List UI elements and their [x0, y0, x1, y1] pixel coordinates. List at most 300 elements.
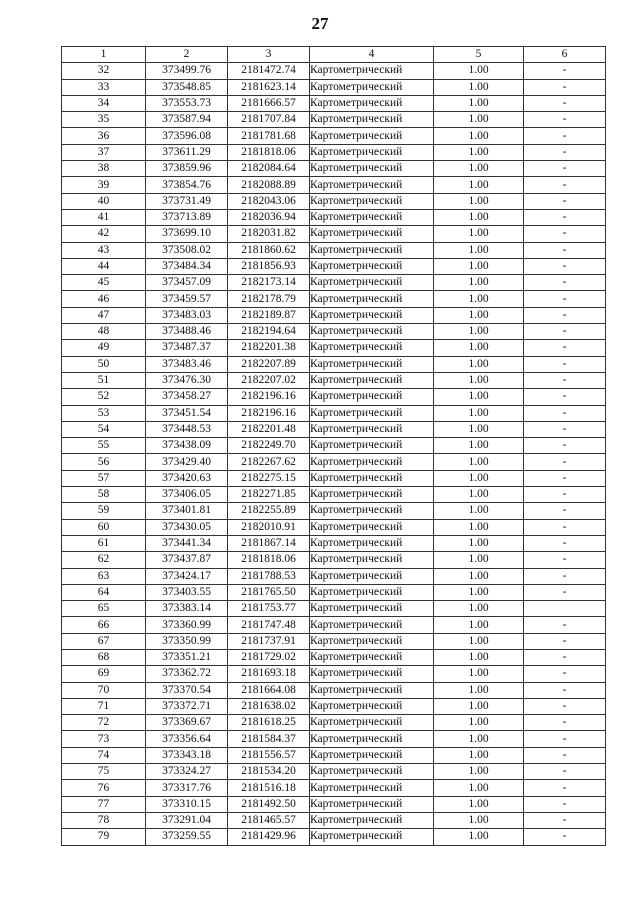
accuracy-cell: 1.00 [434, 535, 524, 551]
point-number-cell: 45 [62, 275, 146, 291]
x-coordinate-cell: 373508.02 [146, 242, 228, 258]
method-cell: Картометрический [310, 128, 434, 144]
table-row [62, 421, 606, 437]
x-coordinate-cell: 373401.81 [146, 503, 228, 519]
point-number-cell: 76 [62, 780, 146, 796]
table-row [62, 291, 606, 307]
table-row [62, 747, 606, 763]
page-number: 27 [311, 14, 329, 33]
table-row [62, 666, 606, 682]
accuracy-cell: 1.00 [434, 356, 524, 372]
point-number-cell: 77 [62, 796, 146, 812]
method-cell: Картометрический [310, 568, 434, 584]
note-cell: - [524, 356, 606, 372]
table-row [62, 829, 606, 845]
point-number-cell: 79 [62, 829, 146, 845]
x-coordinate-cell: 373291.04 [146, 812, 228, 828]
x-coordinate-cell: 373441.34 [146, 535, 228, 551]
note-cell: - [524, 812, 606, 828]
method-cell: Картометрический [310, 112, 434, 128]
point-number-cell: 57 [62, 470, 146, 486]
method-cell: Картометрический [310, 307, 434, 323]
x-coordinate-cell: 373356.64 [146, 731, 228, 747]
point-number-cell: 48 [62, 324, 146, 340]
note-cell: - [524, 63, 606, 79]
point-number-cell: 38 [62, 161, 146, 177]
accuracy-cell: 1.00 [434, 177, 524, 193]
y-coordinate-cell: 2181516.18 [228, 780, 310, 796]
method-cell: Картометрический [310, 242, 434, 258]
method-cell: Картометрический [310, 258, 434, 274]
x-coordinate-cell: 373383.14 [146, 601, 228, 617]
y-coordinate-cell: 2182255.89 [228, 503, 310, 519]
x-coordinate-cell: 373859.96 [146, 161, 228, 177]
note-cell: - [524, 112, 606, 128]
note-cell: - [524, 226, 606, 242]
table-row [62, 95, 606, 111]
point-number-cell: 58 [62, 487, 146, 503]
method-cell: Картометрический [310, 144, 434, 160]
point-number-cell: 78 [62, 812, 146, 828]
note-cell: - [524, 275, 606, 291]
y-coordinate-cell: 2181781.68 [228, 128, 310, 144]
method-cell: Картометрический [310, 715, 434, 731]
point-number-cell: 33 [62, 79, 146, 95]
method-cell: Картометрический [310, 372, 434, 388]
accuracy-cell: 1.00 [434, 454, 524, 470]
accuracy-cell: 1.00 [434, 112, 524, 128]
point-number-cell: 47 [62, 307, 146, 323]
note-cell: - [524, 649, 606, 665]
point-number-cell: 35 [62, 112, 146, 128]
y-coordinate-cell: 2181856.93 [228, 258, 310, 274]
accuracy-cell: 1.00 [434, 698, 524, 714]
accuracy-cell: 1.00 [434, 63, 524, 79]
point-number-cell: 37 [62, 144, 146, 160]
table-row [62, 731, 606, 747]
accuracy-cell: 1.00 [434, 715, 524, 731]
table-row [62, 682, 606, 698]
point-number-cell: 70 [62, 682, 146, 698]
table-row [62, 552, 606, 568]
note-cell: - [524, 829, 606, 845]
method-cell: Картометрический [310, 161, 434, 177]
method-cell: Картометрический [310, 79, 434, 95]
y-coordinate-cell: 2181707.84 [228, 112, 310, 128]
point-number-cell: 34 [62, 95, 146, 111]
y-coordinate-cell: 2182201.38 [228, 340, 310, 356]
accuracy-cell: 1.00 [434, 796, 524, 812]
table-row [62, 617, 606, 633]
y-coordinate-cell: 2181534.20 [228, 764, 310, 780]
y-coordinate-cell: 2181860.62 [228, 242, 310, 258]
x-coordinate-cell: 373370.54 [146, 682, 228, 698]
accuracy-cell: 1.00 [434, 731, 524, 747]
accuracy-cell: 1.00 [434, 584, 524, 600]
table-row [62, 715, 606, 731]
table-row [62, 405, 606, 421]
table-row [62, 812, 606, 828]
note-cell: - [524, 470, 606, 486]
accuracy-cell: 1.00 [434, 372, 524, 388]
y-coordinate-cell: 2182043.06 [228, 193, 310, 209]
accuracy-cell: 1.00 [434, 682, 524, 698]
method-cell: Картометрический [310, 209, 434, 225]
column-header-3: 3 [228, 47, 310, 63]
accuracy-cell: 1.00 [434, 438, 524, 454]
table-row [62, 487, 606, 503]
table-row [62, 242, 606, 258]
y-coordinate-cell: 2181737.91 [228, 633, 310, 649]
accuracy-cell: 1.00 [434, 389, 524, 405]
point-number-cell: 61 [62, 535, 146, 551]
table-row [62, 389, 606, 405]
method-cell: Картометрический [310, 454, 434, 470]
y-coordinate-cell: 2182207.02 [228, 372, 310, 388]
accuracy-cell: 1.00 [434, 487, 524, 503]
method-cell: Картометрический [310, 649, 434, 665]
point-number-cell: 32 [62, 63, 146, 79]
x-coordinate-cell: 373476.30 [146, 372, 228, 388]
x-coordinate-cell: 373458.27 [146, 389, 228, 405]
y-coordinate-cell: 2181753.77 [228, 601, 310, 617]
note-cell: - [524, 209, 606, 225]
x-coordinate-cell: 373553.73 [146, 95, 228, 111]
table-row [62, 63, 606, 79]
table-row [62, 438, 606, 454]
point-number-cell: 66 [62, 617, 146, 633]
accuracy-cell: 1.00 [434, 95, 524, 111]
note-cell: - [524, 438, 606, 454]
note-cell: - [524, 405, 606, 421]
note-cell: - [524, 95, 606, 111]
accuracy-cell: 1.00 [434, 242, 524, 258]
accuracy-cell: 1.00 [434, 209, 524, 225]
y-coordinate-cell: 2182249.70 [228, 438, 310, 454]
table-row [62, 177, 606, 193]
x-coordinate-cell: 373548.85 [146, 79, 228, 95]
method-cell: Картометрический [310, 796, 434, 812]
method-cell: Картометрический [310, 633, 434, 649]
point-number-cell: 75 [62, 764, 146, 780]
point-number-cell: 50 [62, 356, 146, 372]
y-coordinate-cell: 2181765.50 [228, 584, 310, 600]
y-coordinate-cell: 2182275.15 [228, 470, 310, 486]
y-coordinate-cell: 2182084.64 [228, 161, 310, 177]
table-row [62, 454, 606, 470]
table-row [62, 584, 606, 600]
method-cell: Картометрический [310, 764, 434, 780]
note-cell: - [524, 291, 606, 307]
table-row [62, 209, 606, 225]
point-number-cell: 40 [62, 193, 146, 209]
point-number-cell: 64 [62, 584, 146, 600]
method-cell: Картометрический [310, 340, 434, 356]
y-coordinate-cell: 2182194.64 [228, 324, 310, 340]
x-coordinate-cell: 373499.76 [146, 63, 228, 79]
method-cell: Картометрический [310, 731, 434, 747]
note-cell: - [524, 161, 606, 177]
x-coordinate-cell: 373317.76 [146, 780, 228, 796]
y-coordinate-cell: 2182178.79 [228, 291, 310, 307]
point-number-cell: 74 [62, 747, 146, 763]
accuracy-cell: 1.00 [434, 552, 524, 568]
x-coordinate-cell: 373362.72 [146, 666, 228, 682]
note-cell: - [524, 487, 606, 503]
note-cell: - [524, 780, 606, 796]
x-coordinate-cell: 373259.55 [146, 829, 228, 845]
note-cell: - [524, 617, 606, 633]
x-coordinate-cell: 373430.05 [146, 519, 228, 535]
method-cell: Картометрический [310, 405, 434, 421]
note-cell: - [524, 747, 606, 763]
method-cell: Картометрический [310, 666, 434, 682]
x-coordinate-cell: 373483.03 [146, 307, 228, 323]
table-row [62, 324, 606, 340]
point-number-cell: 63 [62, 568, 146, 584]
header-row [62, 47, 606, 63]
accuracy-cell: 1.00 [434, 829, 524, 845]
accuracy-cell: 1.00 [434, 747, 524, 763]
x-coordinate-cell: 373372.71 [146, 698, 228, 714]
accuracy-cell: 1.00 [434, 258, 524, 274]
note-cell: - [524, 79, 606, 95]
y-coordinate-cell: 2182267.62 [228, 454, 310, 470]
x-coordinate-cell: 373448.53 [146, 421, 228, 437]
y-coordinate-cell: 2182189.87 [228, 307, 310, 323]
table-row [62, 601, 606, 617]
table-row [62, 128, 606, 144]
table-row [62, 275, 606, 291]
column-header-1: 1 [62, 47, 146, 63]
column-header-5: 5 [434, 47, 524, 63]
accuracy-cell: 1.00 [434, 812, 524, 828]
method-cell: Картометрический [310, 812, 434, 828]
table-row [62, 698, 606, 714]
accuracy-cell: 1.00 [434, 519, 524, 535]
x-coordinate-cell: 373488.46 [146, 324, 228, 340]
y-coordinate-cell: 2181556.57 [228, 747, 310, 763]
method-cell: Картометрический [310, 389, 434, 405]
table-row [62, 764, 606, 780]
x-coordinate-cell: 373310.15 [146, 796, 228, 812]
table-row [62, 568, 606, 584]
table-row [62, 340, 606, 356]
y-coordinate-cell: 2181472.74 [228, 63, 310, 79]
column-header-6: 6 [524, 47, 606, 63]
method-cell: Картометрический [310, 535, 434, 551]
note-cell: - [524, 796, 606, 812]
table-row [62, 258, 606, 274]
table-row [62, 372, 606, 388]
y-coordinate-cell: 2181666.57 [228, 95, 310, 111]
x-coordinate-cell: 373438.09 [146, 438, 228, 454]
y-coordinate-cell: 2181584.37 [228, 731, 310, 747]
y-coordinate-cell: 2181638.02 [228, 698, 310, 714]
y-coordinate-cell: 2181492.50 [228, 796, 310, 812]
x-coordinate-cell: 373596.08 [146, 128, 228, 144]
note-cell: - [524, 340, 606, 356]
note-cell: - [524, 128, 606, 144]
accuracy-cell: 1.00 [434, 226, 524, 242]
x-coordinate-cell: 373324.27 [146, 764, 228, 780]
table-row [62, 796, 606, 812]
table-row [62, 112, 606, 128]
point-number-cell: 53 [62, 405, 146, 421]
point-number-cell: 39 [62, 177, 146, 193]
point-number-cell: 59 [62, 503, 146, 519]
x-coordinate-cell: 373369.67 [146, 715, 228, 731]
table-row [62, 79, 606, 95]
note-cell: - [524, 519, 606, 535]
accuracy-cell: 1.00 [434, 340, 524, 356]
point-number-cell: 51 [62, 372, 146, 388]
method-cell: Картометрический [310, 421, 434, 437]
accuracy-cell: 1.00 [434, 470, 524, 486]
method-cell: Картометрический [310, 698, 434, 714]
y-coordinate-cell: 2181465.57 [228, 812, 310, 828]
note-cell [524, 601, 606, 617]
accuracy-cell: 1.00 [434, 79, 524, 95]
point-number-cell: 36 [62, 128, 146, 144]
x-coordinate-cell: 373406.05 [146, 487, 228, 503]
point-number-cell: 68 [62, 649, 146, 665]
point-number-cell: 41 [62, 209, 146, 225]
table-row [62, 226, 606, 242]
y-coordinate-cell: 2181729.02 [228, 649, 310, 665]
y-coordinate-cell: 2181618.25 [228, 715, 310, 731]
note-cell: - [524, 731, 606, 747]
x-coordinate-cell: 373487.37 [146, 340, 228, 356]
x-coordinate-cell: 373420.63 [146, 470, 228, 486]
x-coordinate-cell: 373360.99 [146, 617, 228, 633]
method-cell: Картометрический [310, 275, 434, 291]
note-cell: - [524, 584, 606, 600]
x-coordinate-cell: 373699.10 [146, 226, 228, 242]
note-cell: - [524, 193, 606, 209]
method-cell: Картометрический [310, 747, 434, 763]
y-coordinate-cell: 2181664.08 [228, 682, 310, 698]
column-header-4: 4 [310, 47, 434, 63]
x-coordinate-cell: 373587.94 [146, 112, 228, 128]
method-cell: Картометрический [310, 617, 434, 633]
x-coordinate-cell: 373429.40 [146, 454, 228, 470]
note-cell: - [524, 698, 606, 714]
x-coordinate-cell: 373424.17 [146, 568, 228, 584]
note-cell: - [524, 568, 606, 584]
method-cell: Картометрический [310, 226, 434, 242]
note-cell: - [524, 503, 606, 519]
note-cell: - [524, 552, 606, 568]
method-cell: Картометрический [310, 829, 434, 845]
point-number-cell: 72 [62, 715, 146, 731]
table-row [62, 535, 606, 551]
y-coordinate-cell: 2182031.82 [228, 226, 310, 242]
y-coordinate-cell: 2181623.14 [228, 79, 310, 95]
note-cell: - [524, 682, 606, 698]
x-coordinate-cell: 373611.29 [146, 144, 228, 160]
table-row [62, 633, 606, 649]
table-body [62, 63, 606, 845]
method-cell: Картометрический [310, 584, 434, 600]
accuracy-cell: 1.00 [434, 291, 524, 307]
note-cell: - [524, 764, 606, 780]
x-coordinate-cell: 373350.99 [146, 633, 228, 649]
accuracy-cell: 1.00 [434, 161, 524, 177]
y-coordinate-cell: 2182088.89 [228, 177, 310, 193]
note-cell: - [524, 242, 606, 258]
method-cell: Картометрический [310, 438, 434, 454]
point-number-cell: 71 [62, 698, 146, 714]
point-number-cell: 43 [62, 242, 146, 258]
accuracy-cell: 1.00 [434, 421, 524, 437]
accuracy-cell: 1.00 [434, 128, 524, 144]
method-cell: Картометрический [310, 63, 434, 79]
accuracy-cell: 1.00 [434, 601, 524, 617]
method-cell: Картометрический [310, 552, 434, 568]
method-cell: Картометрический [310, 324, 434, 340]
x-coordinate-cell: 373484.34 [146, 258, 228, 274]
accuracy-cell: 1.00 [434, 568, 524, 584]
y-coordinate-cell: 2181429.96 [228, 829, 310, 845]
point-number-cell: 49 [62, 340, 146, 356]
coordinates-table [61, 46, 606, 846]
x-coordinate-cell: 373403.55 [146, 584, 228, 600]
method-cell: Картометрический [310, 487, 434, 503]
method-cell: Картометрический [310, 519, 434, 535]
note-cell: - [524, 258, 606, 274]
x-coordinate-cell: 373343.18 [146, 747, 228, 763]
note-cell: - [524, 535, 606, 551]
table-row [62, 307, 606, 323]
table-row [62, 780, 606, 796]
method-cell: Картометрический [310, 780, 434, 796]
y-coordinate-cell: 2182271.85 [228, 487, 310, 503]
table-row [62, 519, 606, 535]
point-number-cell: 46 [62, 291, 146, 307]
accuracy-cell: 1.00 [434, 275, 524, 291]
method-cell: Картометрический [310, 503, 434, 519]
note-cell: - [524, 454, 606, 470]
table-row [62, 161, 606, 177]
x-coordinate-cell: 373351.21 [146, 649, 228, 665]
note-cell: - [524, 389, 606, 405]
table-row [62, 649, 606, 665]
column-header-2: 2 [146, 47, 228, 63]
x-coordinate-cell: 373483.46 [146, 356, 228, 372]
point-number-cell: 52 [62, 389, 146, 405]
table-row [62, 470, 606, 486]
point-number-cell: 60 [62, 519, 146, 535]
table-row [62, 193, 606, 209]
x-coordinate-cell: 373437.87 [146, 552, 228, 568]
method-cell: Картометрический [310, 470, 434, 486]
point-number-cell: 73 [62, 731, 146, 747]
y-coordinate-cell: 2182196.16 [228, 405, 310, 421]
accuracy-cell: 1.00 [434, 649, 524, 665]
accuracy-cell: 1.00 [434, 324, 524, 340]
accuracy-cell: 1.00 [434, 633, 524, 649]
note-cell: - [524, 324, 606, 340]
accuracy-cell: 1.00 [434, 307, 524, 323]
point-number-cell: 56 [62, 454, 146, 470]
method-cell: Картометрический [310, 601, 434, 617]
point-number-cell: 54 [62, 421, 146, 437]
note-cell: - [524, 715, 606, 731]
note-cell: - [524, 633, 606, 649]
y-coordinate-cell: 2182196.16 [228, 389, 310, 405]
y-coordinate-cell: 2181867.14 [228, 535, 310, 551]
